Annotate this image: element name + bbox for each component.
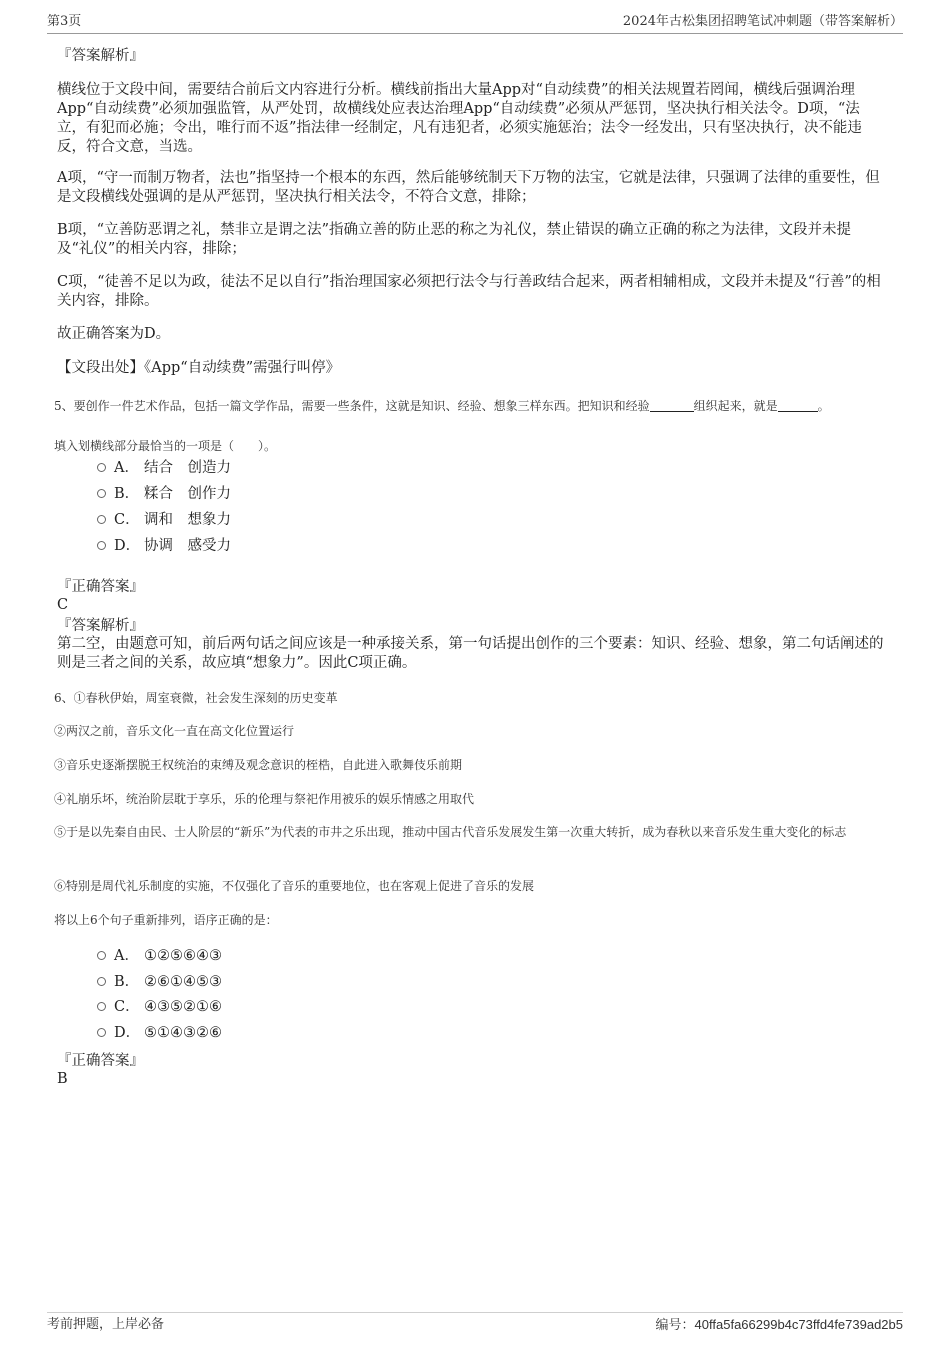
document-title: 2024年古松集团招聘笔试冲刺题（带答案解析） [622, 14, 903, 29]
q5-analysis-heading: 『答案解析』 [57, 618, 144, 634]
q6-prompt: 将以上6个句子重新排列，语序正确的是： [54, 913, 278, 927]
q6-answer-heading: 『正确答案』 [57, 1053, 144, 1069]
radio-icon[interactable] [97, 515, 106, 524]
code-value: 40ffa5fa66299b4c73ffd4fe739ad2b5 [694, 1317, 903, 1332]
q5-answer: C [57, 597, 69, 613]
q6-sentence-3: ③音乐史逐渐摆脱王权统治的束缚及观念意识的桎梏，自此进入歌舞伎乐前期 [54, 758, 463, 772]
q6-answer: B [57, 1071, 68, 1087]
radio-icon[interactable] [97, 541, 106, 550]
q4-source: 【文段出处】《App“自动续费”需强行叫停》 [57, 360, 341, 376]
q4-analysis-heading: 『答案解析』 [57, 48, 144, 64]
q6-option-b[interactable]: B． ②⑥①④⑤③ [97, 972, 222, 992]
q5-option-b[interactable]: B． 糅合 创作力 [97, 484, 231, 504]
radio-icon[interactable] [97, 1002, 106, 1011]
q6-option-d[interactable]: D． ⑤①④③②⑥ [97, 1023, 222, 1043]
q5-blank-1 [650, 399, 694, 412]
footer-slogan: 考前押题，上岸必备 [47, 1317, 165, 1332]
q4-analysis-paragraph-2: A项，“守一而制万物者，法也”指坚持一个根本的东西，然后能够统制天下万物的法宝，它就是法律，只强调了法律的重要性，但是文段横线处强调的是从严惩罚，坚决执行相关法令，不符合文意，排除； [57, 170, 880, 205]
q6-sentence-6: ⑥特别是周代礼乐制度的实施，不仅强化了音乐的重要地位，也在客观上促进了音乐的发展 [54, 879, 535, 893]
q5-option-a[interactable]: A． 结合 创造力 [97, 458, 231, 478]
q6-sentence-1: 6、①春秋伊始，周室衰微，社会发生深刻的历史变革 [54, 691, 338, 705]
page-footer [47, 1312, 903, 1335]
radio-icon[interactable] [97, 463, 106, 472]
radio-icon[interactable] [97, 951, 106, 960]
q4-analysis-paragraph-1: 横线位于文段中间，需要结合前后文内容进行分析。横线前指出大量App对“自动续费”的相关法规置若罔闻，横线后强调治理App“自动续费”必须加强监管，从严处罚，故横线处应表达治理App“自动续费”必须从严惩罚，坚决执行相关法令。D项，“法立，有犯而必施；令出，唯行而不返”指法律一经制定，凡有违犯者，必须实施惩治；法令一经发出，只有坚决执行，决不能违反，符合文意，当选。 [57, 82, 862, 155]
q5-analysis: 第二空，由题意可知，前后两句话之间应该是一种承接关系，第一句话提出创作的三个要素：知识、经验、想象，第二句话阐述的则是三者之间的关系，故应填“想象力”。因此C项正确。 [57, 636, 884, 671]
q6-option-c[interactable]: C． ④③⑤②①⑥ [97, 997, 222, 1017]
q6-option-a[interactable]: A． ①②⑤⑥④③ [97, 946, 222, 966]
q5-stem [54, 396, 894, 416]
page-header [47, 13, 903, 34]
q5-option-d[interactable]: D． 协调 感受力 [97, 536, 231, 556]
q4-analysis-paragraph-4: C项，“徒善不足以为政，徒法不足以自行”指治理国家必须把行法令与行善政结合起来，两者相辅相成，文段并未提及“行善”的相关内容，排除。 [57, 274, 881, 309]
q5-stem-part-2: 组织起来，就是 [693, 399, 778, 413]
q4-conclusion: 故正确答案为D。 [57, 326, 171, 342]
q5-stem-part-1: 5、要创作一件艺术作品，包括一篇文学作品，需要一些条件，这就是知识、经验、想象三样东西。把知识和经验 [54, 399, 650, 413]
document-code [656, 1315, 903, 1336]
q5-answer-heading: 『正确答案』 [57, 579, 144, 595]
radio-icon[interactable] [97, 977, 106, 986]
q6-sentence-4: ④礼崩乐坏，统治阶层耽于享乐，乐的伦理与祭祀作用被乐的娱乐情感之用取代 [54, 792, 475, 806]
q5-stem-end: 。 [817, 399, 830, 413]
q5-prompt: 填入划横线部分最恰当的一项是（ ）。 [54, 439, 277, 453]
q5-option-c[interactable]: C． 调和 想象力 [97, 510, 231, 530]
q6-sentence-2: ②两汉之前，音乐文化一直在高文化位置运行 [54, 724, 295, 738]
radio-icon[interactable] [97, 1028, 106, 1037]
q6-sentence-5: ⑤于是以先秦自由民、士人阶层的“新乐”为代表的市井之乐出现，推动中国古代音乐发展发生第一次重大转折，成为春秋以来音乐发生重大变化的标志 [54, 825, 847, 839]
q4-analysis-paragraph-3: B项，“立善防恶谓之礼，禁非立是谓之法”指确立善的防止恶的称之为礼仪，禁止错误的确立正确的称之为法律，文段并未提及“礼仪”的相关内容，排除； [57, 222, 851, 257]
radio-icon[interactable] [97, 489, 106, 498]
page-number: 第3页 [47, 14, 82, 29]
q5-blank-2 [778, 399, 818, 412]
code-label: 编号： [655, 1318, 695, 1333]
